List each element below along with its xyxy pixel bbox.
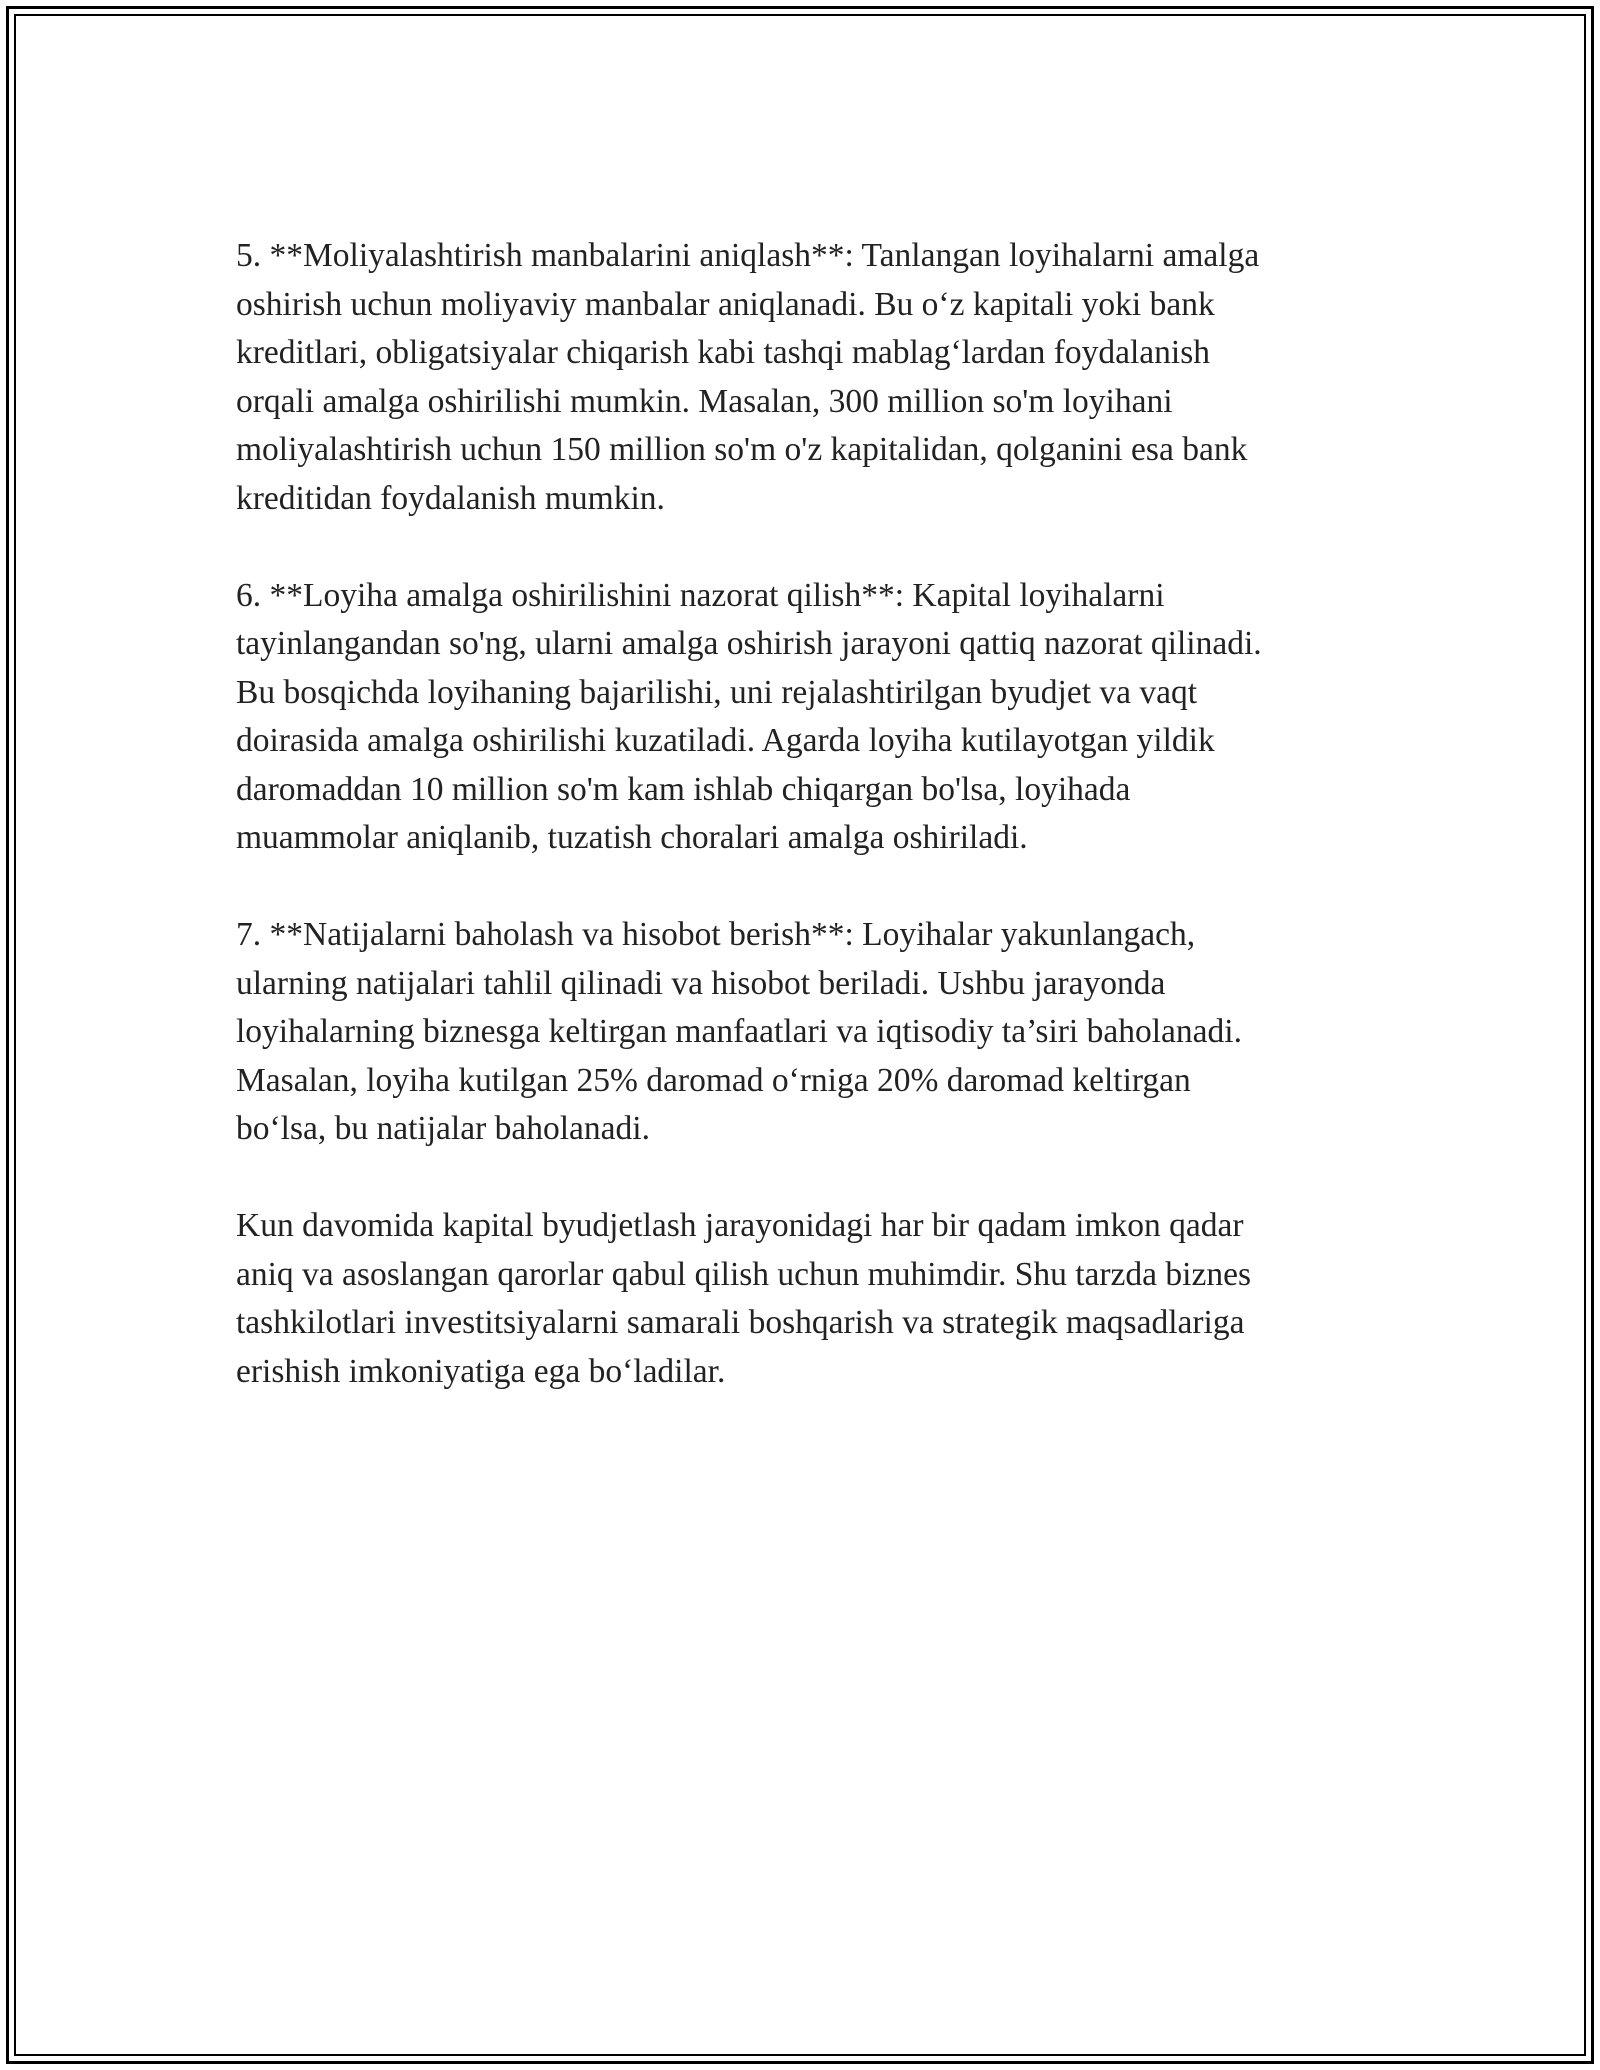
paragraph-step-5: 5. **Moliyalashtirish manbalarini aniqlash**: Tanlangan loyihalarni amalga oshirish uchun moliyaviy manbalar aniqlanadi. Bu o‘z kapitali yoki bank kreditlari, obligatsiyalar chiqarish kabi tashqi mablag‘lardan foydalanish orqali amalga oshirilishi mumkin. Masalan, 300 million so'm loyihani moliyalashtirish uchun 150 million so'm o'z kapitalidan, qolganini esa bank kreditidan foydalanish mumkin. <box>236 237 1260 517</box>
document-body <box>236 232 1376 1445</box>
paragraph-step-7: 7. **Natijalarni baholash va hisobot berish**: Loyihalar yakunlangach, ularning natijalari tahlil qilinadi va hisobot beriladi. Ushbu jarayonda loyihalarning biznesga keltirgan manfaatlari va iqtisodiy ta’siri baholanadi. Masalan, loyiha kutilgan 25% daromad o‘rniga 20% daromad keltirgan bo‘lsa, bu natijalar baholanadi. <box>236 916 1242 1147</box>
paragraph-conclusion: Kun davomida kapital byudjetlash jarayonidagi har bir qadam imkon qadar aniq va asoslangan qarorlar qabul qilish uchun muhimdir. Shu tarzda biznes tashkilotlari investitsiyalarni samarali boshqarish va strategik maqsadlariga erishish imkoniyatiga ega bo‘ladilar. <box>236 1207 1251 1390</box>
paragraph-step-6: 6. **Loyiha amalga oshirilishini nazorat qilish**: Kapital loyihalarni tayinlangandan so'ng, ularni amalga oshirish jarayoni qattiq nazorat qilinadi. Bu bosqichda loyihaning bajarilishi, uni rejalashtirilgan byudjet va vaqt doirasida amalga oshirilishi kuzatiladi. Agarda loyiha kutilayotgan yildik daromaddan 10 million so'm kam ishlab chiqargan bo'lsa, loyihada muammolar aniqlanib, tuzatish choralari amalga oshiriladi. <box>236 576 1262 856</box>
